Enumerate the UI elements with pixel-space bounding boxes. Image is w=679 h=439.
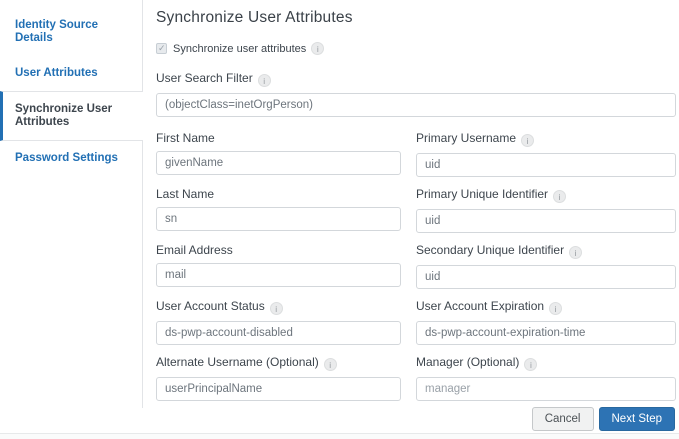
field-label: User Account Expiration i — [416, 299, 676, 315]
cancel-button[interactable]: Cancel — [532, 407, 594, 431]
field-label: Primary Username i — [416, 131, 676, 147]
form-field-alternate-username-optional — [156, 355, 401, 401]
field-label: Alternate Username (Optional) i — [156, 355, 401, 371]
sync-attributes-checkbox-label: Synchronize user attributes — [173, 42, 307, 55]
checkmark-icon: ✓ — [158, 43, 166, 53]
info-icon[interactable]: i — [311, 42, 324, 55]
field-label: Last Name — [156, 187, 215, 201]
info-icon[interactable]: i — [524, 358, 537, 371]
info-icon[interactable]: i — [270, 302, 283, 315]
form-field-primary-username — [416, 131, 676, 177]
form-field-primary-unique-identifier — [416, 187, 676, 233]
field-label: First Name — [156, 131, 215, 145]
page-title: Synchronize User Attributes — [156, 9, 353, 26]
text-input[interactable] — [156, 377, 401, 401]
wizard-step-nav — [0, 0, 143, 408]
form-field-manager-optional — [416, 355, 676, 401]
text-input[interactable] — [416, 153, 676, 177]
text-input[interactable] — [416, 377, 676, 401]
text-input[interactable] — [416, 321, 676, 345]
form-field-first-name — [156, 131, 401, 177]
wizard-footer — [532, 407, 675, 431]
main-content — [156, 0, 676, 401]
field-label: Secondary Unique Identifier i — [416, 243, 676, 259]
text-input[interactable] — [156, 263, 401, 287]
next-step-button[interactable]: Next Step — [599, 407, 676, 431]
info-icon[interactable]: i — [521, 134, 534, 147]
sync-attributes-checkbox[interactable] — [156, 43, 167, 54]
field-label: User Search Filter i — [156, 71, 676, 87]
info-icon[interactable]: i — [569, 246, 582, 259]
sidebar-item-user-attributes[interactable]: User Attributes — [15, 67, 98, 79]
bottom-edge-divider — [0, 433, 679, 439]
info-icon[interactable]: i — [553, 190, 566, 203]
field-label: Email Address — [156, 243, 233, 257]
form-field-email-address — [156, 243, 401, 289]
sidebar-item-synchronize-user-attributes[interactable]: Synchronize User Attributes — [0, 91, 143, 141]
field-label: Manager (Optional) i — [416, 355, 676, 371]
form-field-secondary-unique-identifier — [416, 243, 676, 289]
info-icon[interactable]: i — [324, 358, 337, 371]
text-input[interactable] — [156, 151, 401, 175]
user-search-filter-input[interactable] — [156, 93, 676, 117]
attribute-mapping-grid — [156, 131, 676, 401]
form-field-last-name — [156, 187, 401, 233]
field-label: User Account Status i — [156, 299, 401, 315]
field-label: Primary Unique Identifier i — [416, 187, 676, 203]
sidebar-item-identity-source-details[interactable]: Identity Source Details — [15, 19, 99, 44]
form-field-user-account-status — [156, 299, 401, 345]
info-icon[interactable]: i — [549, 302, 562, 315]
info-icon[interactable]: i — [258, 74, 271, 87]
sidebar-item-password-settings[interactable]: Password Settings — [15, 152, 118, 164]
form-field-user-account-expiration — [416, 299, 676, 345]
user-search-filter-field — [156, 71, 676, 117]
sync-attributes-checkbox-row — [156, 42, 676, 55]
text-input[interactable] — [416, 209, 676, 233]
text-input[interactable] — [156, 321, 401, 345]
text-input[interactable] — [416, 265, 676, 289]
text-input[interactable] — [156, 207, 401, 231]
